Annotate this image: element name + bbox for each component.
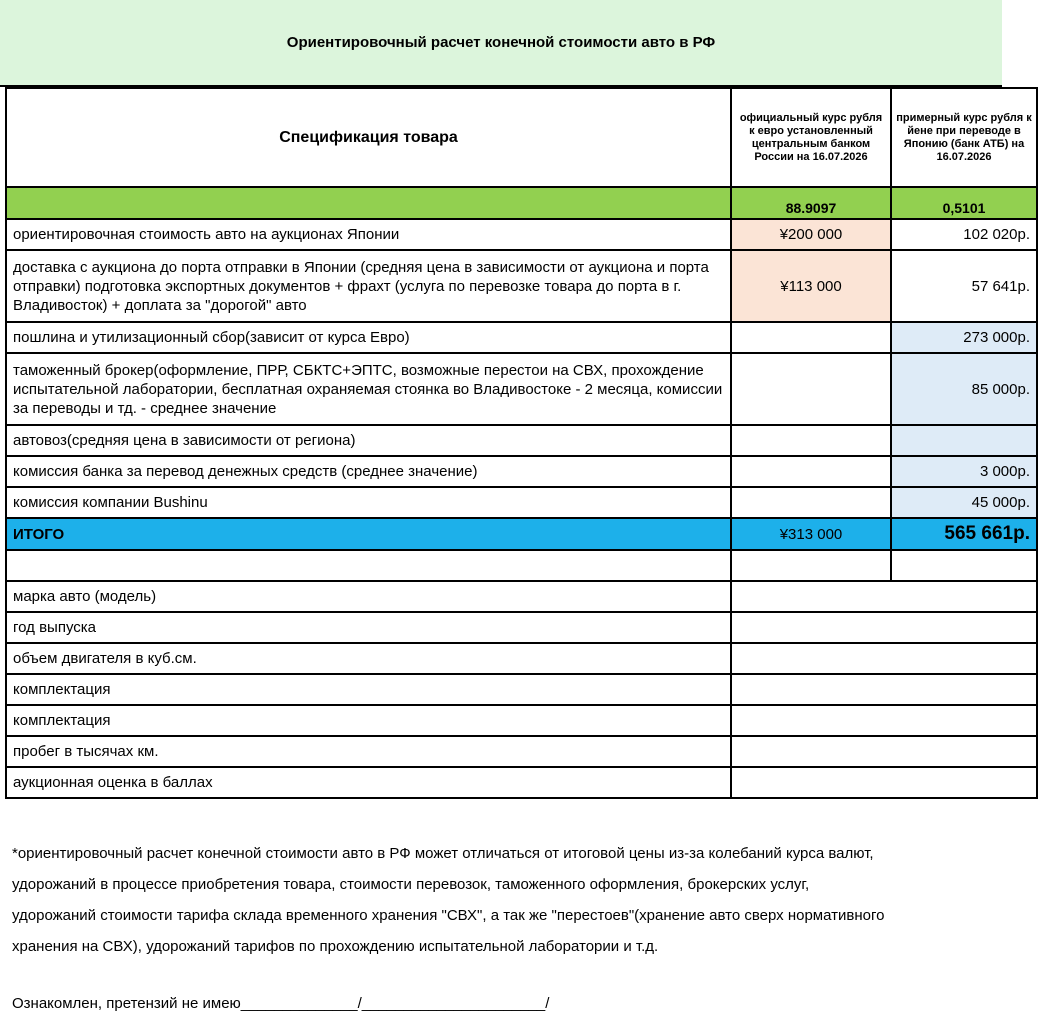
spec-label: объем двигателя в куб.см. xyxy=(6,643,731,674)
col-euro-header: официальный курс рубля к евро установленный центральным банком России на 16.07.2026 xyxy=(731,88,891,187)
table-row xyxy=(6,487,1037,518)
total-row xyxy=(6,518,1037,550)
note-line: *ориентировочный расчет конечной стоимости авто в РФ может отличаться от итоговой цены из-за колебаний курса валют, xyxy=(12,845,874,862)
spacer-cell xyxy=(6,550,731,581)
spec-label: комплектация xyxy=(6,705,731,736)
rates-row xyxy=(6,187,1037,219)
table-row xyxy=(6,353,1037,425)
row-label: пошлина и утилизационный сбор(зависит от курса Евро) xyxy=(6,322,731,353)
row-rub[interactable]: 45 000р. xyxy=(891,487,1037,518)
cost-table xyxy=(5,87,1038,799)
spacer-cell xyxy=(891,550,1037,581)
row-rub[interactable]: 57 641р. xyxy=(891,250,1037,322)
row-yen[interactable] xyxy=(731,425,891,456)
row-label: доставка с аукциона до порта отправки в Японии (средняя цена в зависимости от аукциона и порта отправки) подготовка экспортных документов + фрахт (услуга по перевозке товара до порта в г. Владивосток) + доплата за "дорогой" авто xyxy=(6,250,731,322)
row-rub[interactable]: 85 000р. xyxy=(891,353,1037,425)
spec-value[interactable] xyxy=(731,767,1037,798)
col-yen-header: примерный курс рубля к йене при переводе в Японию (банк АТБ) на 16.07.2026 xyxy=(891,88,1037,187)
spec-value[interactable] xyxy=(731,736,1037,767)
spec-label: год выпуска xyxy=(6,612,731,643)
row-rub[interactable]: 3 000р. xyxy=(891,456,1037,487)
row-yen[interactable] xyxy=(731,353,891,425)
total-label: ИТОГО xyxy=(6,518,731,550)
total-yen[interactable]: ¥313 000 xyxy=(731,518,891,550)
rates-empty-cell xyxy=(6,187,731,219)
spec-label: аукционная оценка в баллах xyxy=(6,767,731,798)
row-yen[interactable] xyxy=(731,322,891,353)
spec-row xyxy=(6,674,1037,705)
total-rub[interactable]: 565 661р. xyxy=(891,518,1037,550)
spec-label: комплектация xyxy=(6,674,731,705)
note-line: удорожаний стоимости тарифа склада временного хранения "СВХ", а так же "перестоев"(хранение авто сверх нормативного xyxy=(12,907,885,924)
row-label: автовоз(средняя цена в зависимости от региона) xyxy=(6,425,731,456)
yen-rate[interactable]: 0,5101 xyxy=(891,187,1037,219)
row-label: комиссия банка за перевод денежных средств (среднее значение) xyxy=(6,456,731,487)
spec-row xyxy=(6,767,1037,798)
table-row xyxy=(6,219,1037,250)
table-row xyxy=(6,425,1037,456)
table-header-row xyxy=(6,88,1037,187)
row-yen[interactable]: ¥200 000 xyxy=(731,219,891,250)
spec-row xyxy=(6,581,1037,612)
note-line: удорожаний в процессе приобретения товара, стоимости перевозок, таможенного оформления, брокерских услуг, xyxy=(12,876,810,893)
page-title: Ориентировочный расчет конечной стоимости авто в РФ xyxy=(0,0,1002,87)
row-label: ориентировочная стоимость авто на аукционах Японии xyxy=(6,219,731,250)
col-spec-header: Спецификация товара xyxy=(6,88,731,187)
signature-line: Ознакомлен, претензий не имею______________/______________________/ xyxy=(12,995,550,1012)
spec-row xyxy=(6,612,1037,643)
row-yen[interactable]: ¥113 000 xyxy=(731,250,891,322)
spec-row xyxy=(6,705,1037,736)
spacer-cell xyxy=(731,550,891,581)
spec-value[interactable] xyxy=(731,581,1037,612)
spec-value[interactable] xyxy=(731,643,1037,674)
note-line: хранения на СВХ), удорожаний тарифов по прохождению испытательной лаборатории и т.д. xyxy=(12,938,659,955)
spec-row xyxy=(6,736,1037,767)
row-rub[interactable]: 102 020р. xyxy=(891,219,1037,250)
euro-rate[interactable]: 88.9097 xyxy=(731,187,891,219)
spec-value[interactable] xyxy=(731,674,1037,705)
table-row xyxy=(6,456,1037,487)
spec-row xyxy=(6,643,1037,674)
row-rub[interactable] xyxy=(891,425,1037,456)
row-rub[interactable]: 273 000р. xyxy=(891,322,1037,353)
spec-value[interactable] xyxy=(731,705,1037,736)
table-row xyxy=(6,322,1037,353)
spec-label: пробег в тысячах км. xyxy=(6,736,731,767)
row-yen[interactable] xyxy=(731,456,891,487)
row-label: комиссия компании Bushinu xyxy=(6,487,731,518)
spec-value[interactable] xyxy=(731,612,1037,643)
row-label: таможенный брокер(оформление, ПРР, СБКТС+ЭПТС, возможные перестои на СВХ, прохождение испытательной лаборатории, бесплатная охраняемая стоянка во Владивостоке - 2 месяца, комиссии за переводы и тд. - среднее значение xyxy=(6,353,731,425)
spec-label: марка авто (модель) xyxy=(6,581,731,612)
row-yen[interactable] xyxy=(731,487,891,518)
table-row xyxy=(6,250,1037,322)
spacer-row xyxy=(6,550,1037,581)
disclaimer-note xyxy=(12,838,997,962)
